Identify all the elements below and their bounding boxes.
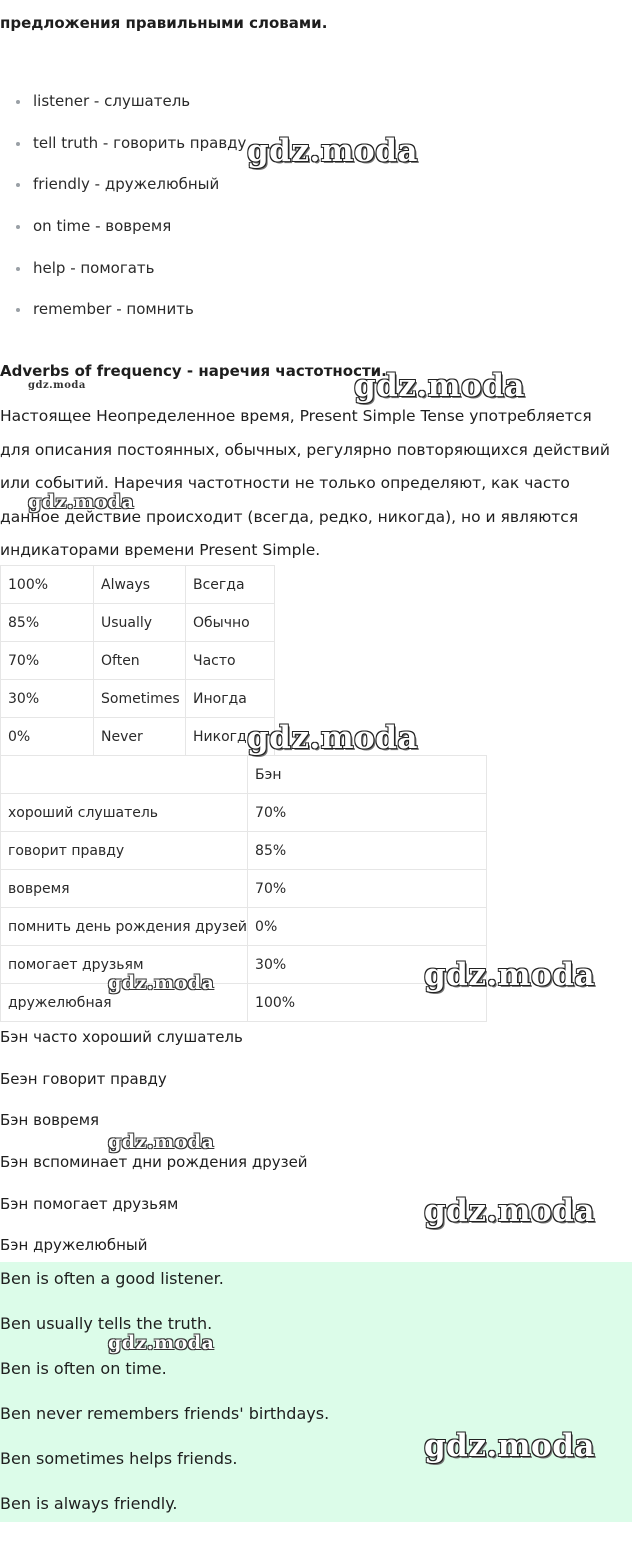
frequency-table (0, 565, 275, 756)
table-row (1, 566, 275, 604)
table-cell: 70% (248, 870, 487, 908)
watermark: gdz.moda (247, 133, 418, 169)
table-cell: 0% (248, 908, 487, 946)
watermark: gdz.moda (424, 957, 595, 993)
table-cell: 0% (1, 718, 94, 756)
table-cell: Sometimes (94, 680, 186, 718)
answer-sentence: Ben usually tells the truth. (0, 1314, 213, 1333)
watermark: gdz.moda (108, 1332, 215, 1354)
table-header-cell: Бэн (248, 756, 487, 794)
section-title: Adverbs of frequency - наречия частотности. (0, 362, 387, 380)
table-cell: хороший слушатель (1, 794, 248, 832)
table-cell: 85% (1, 604, 94, 642)
table-cell: дружелюбная (1, 984, 248, 1022)
list-item: listener - слушатель (14, 90, 246, 132)
table-header-cell (1, 756, 248, 794)
watermark: gdz.moda (108, 1131, 215, 1153)
explanation-paragraph: Настоящее Неопределенное время, Present Simple Tense употребляется для описания постоянных, обычных, регулярно повторяющихся действий или событий. Наречия частотности не только определяют, как часто данное действие происходит (всегда, редко, никогда), но и являются индикаторами времени Present Simple. (0, 407, 610, 560)
sentence: Бэн вовремя (0, 1111, 100, 1130)
answer-sentence: Ben is often on time. (0, 1359, 167, 1378)
table-row (1, 946, 487, 984)
watermark: gdz.moda (247, 720, 418, 756)
table-row (1, 984, 487, 1022)
table-cell: Never (94, 718, 186, 756)
table-cell: 70% (1, 642, 94, 680)
watermark: gdz.moda (354, 368, 525, 404)
table-cell: 30% (248, 946, 487, 984)
table-row (1, 832, 487, 870)
answer-sentence: Ben is always friendly. (0, 1494, 178, 1513)
sentence: Бэн дружелюбный (0, 1236, 148, 1255)
intro-title: предложения правильными словами. (0, 14, 328, 32)
answers-list (0, 1266, 329, 1536)
table-row (1, 680, 275, 718)
watermark: gdz.moda (28, 380, 86, 391)
watermark: gdz.moda (424, 1428, 595, 1464)
vocabulary-list (14, 90, 246, 340)
table-cell: помнить день рождения друзей (1, 908, 248, 946)
table-row (1, 642, 275, 680)
answer-sentence: Ben is often a good listener. (0, 1269, 224, 1288)
table-cell: Обычно (186, 604, 275, 642)
table-cell: Usually (94, 604, 186, 642)
table-cell: Иногда (186, 680, 275, 718)
table-row (1, 794, 487, 832)
list-item: on time - вовремя (14, 215, 246, 257)
list-item: help - помогать (14, 257, 246, 299)
list-item: friendly - дружелюбный (14, 173, 246, 215)
table-row (1, 604, 275, 642)
list-item: remember - помнить (14, 298, 246, 340)
table-cell: 30% (1, 680, 94, 718)
table-cell: говорит правду (1, 832, 248, 870)
sentence: Бэн часто хороший слушатель (0, 1028, 243, 1046)
watermark: gdz.moda (424, 1193, 595, 1229)
sentence: Бэн вспоминает дни рождения друзей (0, 1153, 308, 1172)
table-cell: Всегда (186, 566, 275, 604)
russian-sentences (0, 1024, 308, 1274)
table-cell: 100% (248, 984, 487, 1022)
table-header-row (1, 756, 487, 794)
ben-table (0, 755, 487, 1022)
table-cell: 100% (1, 566, 94, 604)
table-row (1, 870, 487, 908)
sentence: Бэн помогает друзьям (0, 1194, 179, 1213)
table-cell: 70% (248, 794, 487, 832)
watermark: gdz.moda (108, 972, 215, 994)
table-cell: Always (94, 566, 186, 604)
table-cell: помогает друзьям (1, 946, 248, 984)
table-cell: Often (94, 642, 186, 680)
answer-sentence: Ben never remembers friends' birthdays. (0, 1404, 330, 1423)
answer-sentence: Ben sometimes helps friends. (0, 1449, 238, 1468)
table-cell: вовремя (1, 870, 248, 908)
table-row (1, 718, 275, 756)
table-cell: Часто (186, 642, 275, 680)
list-item: tell truth - говорить правду (14, 132, 246, 174)
table-cell: 85% (248, 832, 487, 870)
watermark: gdz.moda (28, 491, 135, 513)
table-cell: Никогда (186, 718, 275, 756)
table-row (1, 908, 487, 946)
sentence: Беэн говорит правду (0, 1069, 167, 1088)
